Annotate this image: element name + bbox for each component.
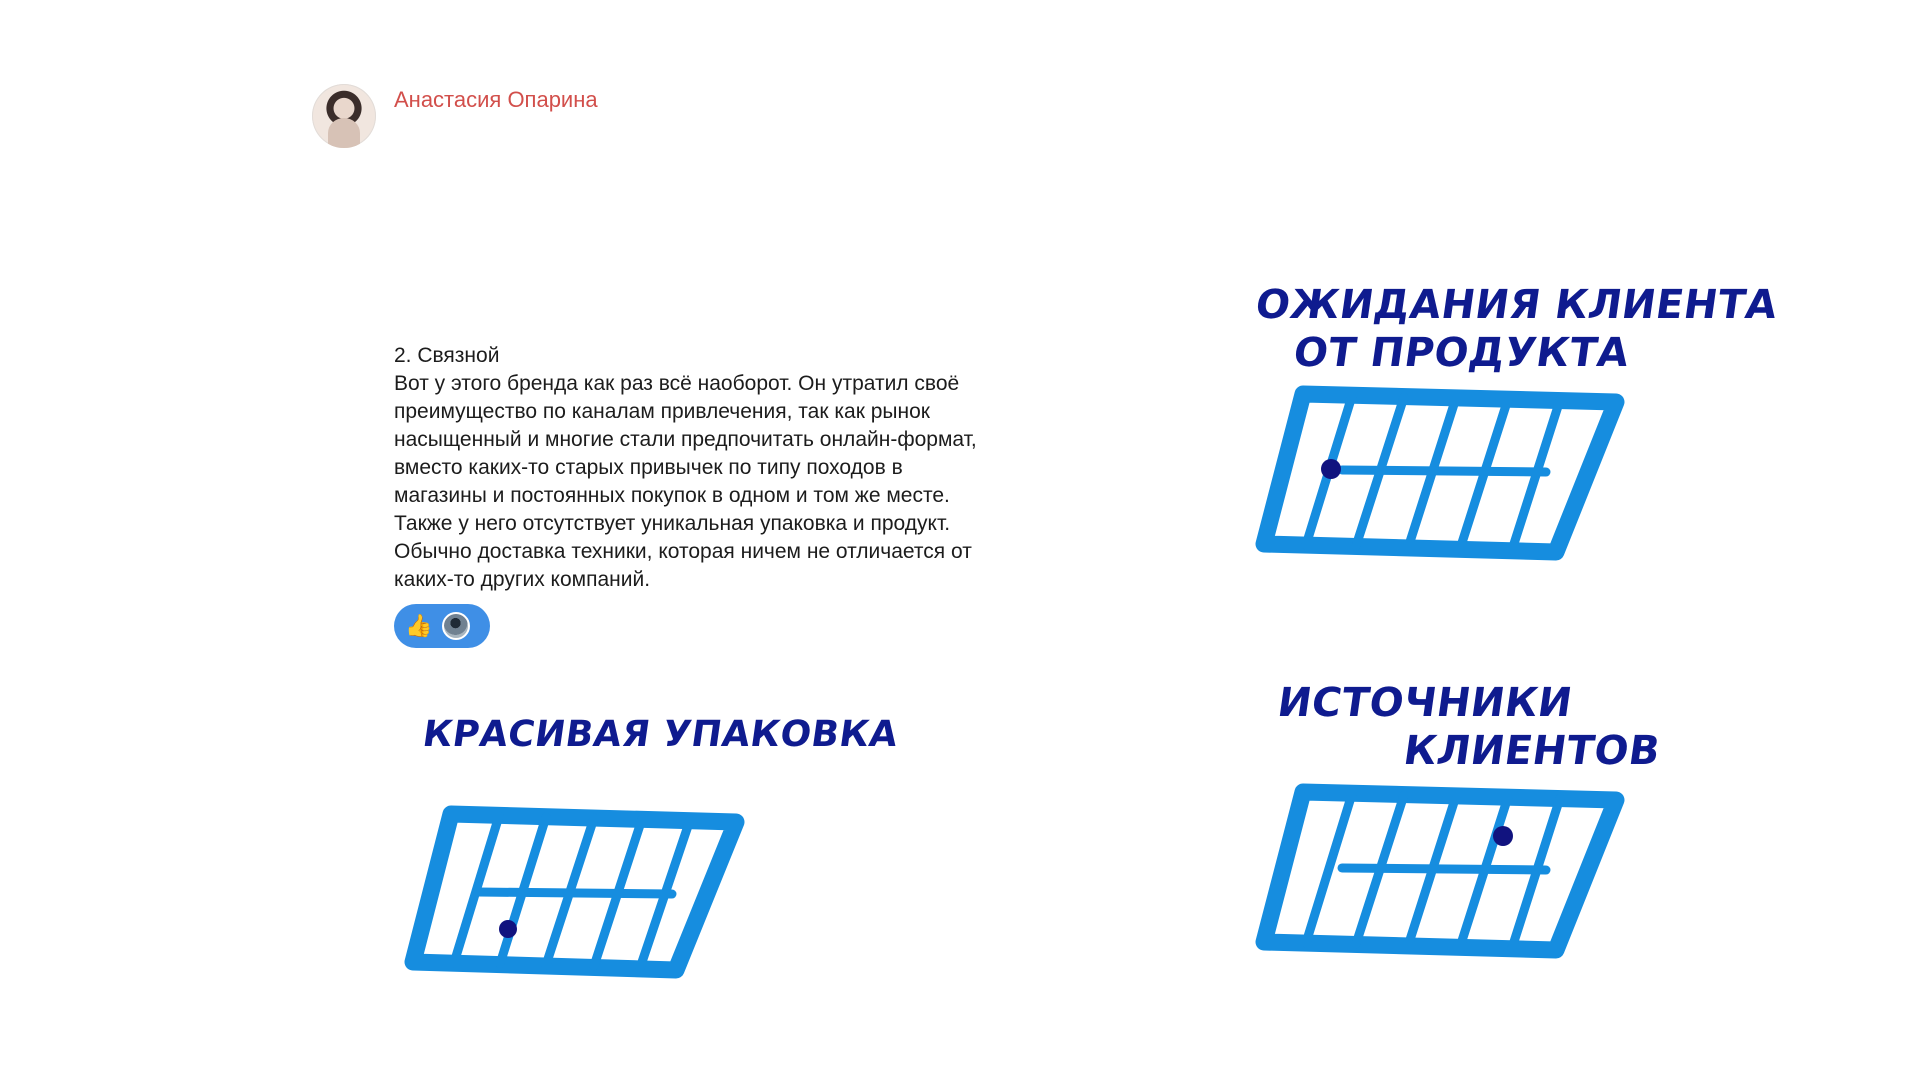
business-model-grid-graphic: [1246, 780, 1636, 960]
post-header: [312, 84, 598, 148]
author-name[interactable]: Анастасия Опарина: [394, 87, 598, 112]
message-text: Вот у этого бренда как раз всё наоборот. Он утратил своё преимущество по каналам привлечения, так как рынок насыщенный и многие стали предпочитать онлайн-формат, вместо каких-то старых привычек по типу походов в магазины и постоянных покупок в одном и том же месте. Также у него отсутствует уникальная упаковка и продукт. Обычно доставка техники, которая ничем не отличается от каких-то других компаний.: [394, 372, 977, 591]
illustration-title: КРАСИВАЯ УПАКОВКА: [420, 714, 901, 755]
reactor-avatar: [442, 612, 470, 640]
illustration-customer-sources: [1226, 680, 1664, 965]
illustration-title-line-1: ИСТОЧНИКИ: [1274, 680, 1576, 726]
illustration-customer-expectations: [1226, 282, 1781, 568]
business-model-grid-graphic: [1246, 382, 1636, 562]
illustration-title-line-1: ОЖИДАНИЯ КЛИЕНТА: [1252, 282, 1781, 328]
author-avatar[interactable]: [312, 84, 376, 148]
illustration-title-line-2: ОТ ПРОДУКТА: [1290, 330, 1633, 376]
message-title: 2. Связной: [394, 344, 500, 367]
message-body: [394, 342, 1074, 594]
business-model-grid-graphic: [396, 800, 756, 980]
reaction-chip[interactable]: [394, 604, 490, 648]
thumbs-up-icon: 👍: [405, 613, 433, 638]
illustration-beautiful-packaging: [396, 710, 901, 980]
illustration-title-line-2: КЛИЕНТОВ: [1400, 728, 1664, 774]
